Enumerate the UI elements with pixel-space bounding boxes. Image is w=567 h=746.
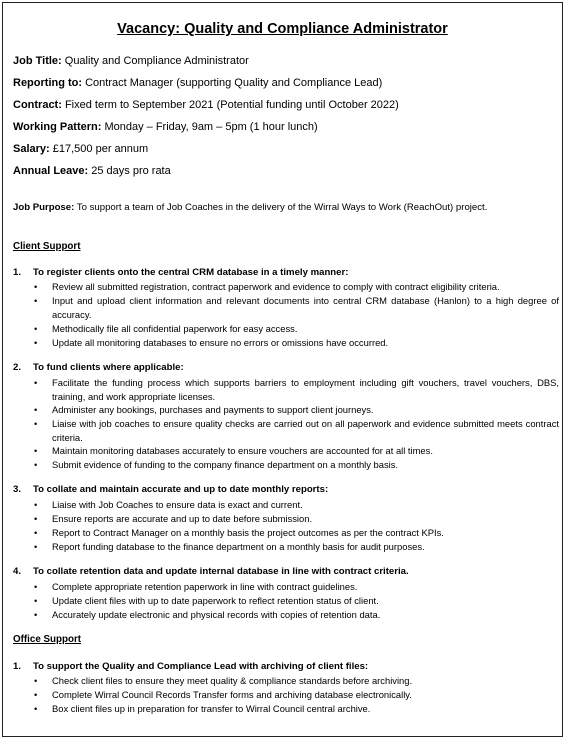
- field-value: 25 days pro rata: [88, 165, 171, 177]
- list-item: • Review all submitted registration, contract paperwork and evidence to comply with contract eligibility criteria.: [34, 281, 500, 292]
- working-pattern-field: [13, 121, 318, 133]
- bullet-icon: •: [34, 377, 38, 388]
- job-purpose-value: To support a team of Job Coaches in the delivery of the Wirral Ways to Work (ReachOut) project.: [74, 202, 488, 213]
- annual-leave-field: [13, 165, 171, 177]
- item-number: 2.: [13, 362, 22, 373]
- client-support-heading: Client Support: [13, 241, 81, 252]
- bullet-icon: •: [34, 499, 38, 510]
- field-label: Salary:: [13, 143, 50, 155]
- list-item: • Complete appropriate retention paperwork in line with contract guidelines.: [34, 581, 358, 592]
- bullet-icon: •: [34, 609, 38, 620]
- job-description-page: [2, 2, 563, 737]
- list-item: • Accurately update electronic and physical records with copies of retention data.: [34, 609, 381, 620]
- list-item: • Report funding database to the finance department on a monthly basis for audit purposes.: [34, 541, 425, 552]
- bullet-icon: •: [34, 513, 38, 524]
- salary-field: [13, 143, 148, 155]
- job-purpose-label: Job Purpose:: [13, 202, 75, 213]
- bullet-icon: •: [34, 527, 38, 538]
- numbered-heading: [13, 566, 409, 577]
- page-title: Vacancy: Quality and Compliance Administrator: [117, 21, 448, 37]
- bullet-icon: •: [34, 404, 38, 415]
- bullet-icon: •: [34, 581, 38, 592]
- list-item: • Input and upload client information and relevant documents into central CRM database (Hanlon) to a high degree of accuracy.: [34, 295, 559, 320]
- field-value: Contract Manager (supporting Quality and Compliance Lead): [82, 77, 383, 89]
- item-heading: To support the Quality and Compliance Lead with archiving of client files:: [33, 661, 369, 672]
- bullet-icon: •: [34, 541, 38, 552]
- field-label: Contract:: [13, 99, 62, 111]
- list-item: • Update client files with up to date paperwork to reflect retention status of client.: [34, 595, 379, 606]
- bullet-icon: •: [34, 459, 38, 470]
- bullet-icon: •: [34, 703, 38, 714]
- field-value: Monday – Friday, 9am – 5pm (1 hour lunch): [101, 121, 318, 133]
- list-item: • Box client files up in preparation for transfer to Wirral Council central archive.: [34, 703, 371, 714]
- list-item: • Report to Contract Manager on a monthly basis the project outcomes as per the contract KPIs.: [34, 527, 444, 538]
- item-number: 1.: [13, 661, 22, 672]
- list-item: • Ensure reports are accurate and up to date before submission.: [34, 513, 313, 524]
- bullet-icon: •: [34, 323, 38, 334]
- contract-field: [13, 99, 399, 111]
- item-number: 4.: [13, 566, 22, 577]
- bullet-icon: •: [34, 689, 38, 700]
- bullet-icon: •: [34, 418, 38, 429]
- bullet-icon: •: [34, 337, 38, 348]
- list-item: • Maintain monitoring databases accurately to ensure vouchers are accounted for at all times.: [34, 445, 433, 456]
- item-heading: To fund clients where applicable:: [33, 362, 184, 373]
- list-item: • Facilitate the funding process which supports barriers to employment including gift vouchers, travel vouchers, DBS, training, and work appropriate licenses.: [34, 377, 559, 402]
- item-heading: To register clients onto the central CRM database in a timely manner:: [33, 267, 349, 278]
- bullet-icon: •: [34, 595, 38, 606]
- list-item: • Check client files to ensure they meet quality & compliance standards before archiving.: [34, 675, 413, 686]
- item-heading: To collate and maintain accurate and up to date monthly reports:: [33, 484, 329, 495]
- field-value: Quality and Compliance Administrator: [61, 55, 249, 67]
- field-label: Working Pattern:: [13, 121, 102, 133]
- list-item: • Liaise with job coaches to ensure quality checks are carried out on all paperwork and evidence submitted meets contract criteria.: [34, 418, 559, 443]
- reporting-to-field: [13, 77, 382, 89]
- item-heading: To collate retention data and update internal database in line with contract criteria.: [33, 566, 409, 577]
- item-number: 3.: [13, 484, 22, 495]
- field-value: £17,500 per annum: [49, 143, 149, 155]
- field-label: Reporting to:: [13, 77, 83, 89]
- bullet-icon: •: [34, 675, 38, 686]
- office-support-heading: Office Support: [13, 634, 82, 645]
- numbered-heading: [13, 267, 348, 278]
- field-value: Fixed term to September 2021 (Potential funding until October 2022): [61, 99, 399, 111]
- list-item: • Administer any bookings, purchases and payments to support client journeys.: [34, 404, 374, 415]
- list-item: • Submit evidence of funding to the company finance department on a monthly basis.: [34, 459, 399, 470]
- job-purpose: [13, 202, 487, 213]
- numbered-heading: [13, 362, 184, 373]
- item-number: 1.: [13, 267, 22, 278]
- bullet-icon: •: [34, 295, 38, 306]
- job-title-field: [13, 55, 249, 67]
- list-item: • Liaise with Job Coaches to ensure data is exact and current.: [34, 499, 303, 510]
- numbered-heading: [13, 661, 368, 672]
- field-label: Job Title:: [13, 55, 62, 67]
- list-item: • Update all monitoring databases to ensure no errors or omissions have occurred.: [34, 337, 389, 348]
- bullet-icon: •: [34, 445, 38, 456]
- list-item: • Methodically file all confidential paperwork for easy access.: [34, 323, 298, 334]
- list-item: • Complete Wirral Council Records Transfer forms and archiving database electronically.: [34, 689, 412, 700]
- field-label: Annual Leave:: [13, 165, 89, 177]
- bullet-icon: •: [34, 281, 38, 292]
- numbered-heading: [13, 484, 328, 495]
